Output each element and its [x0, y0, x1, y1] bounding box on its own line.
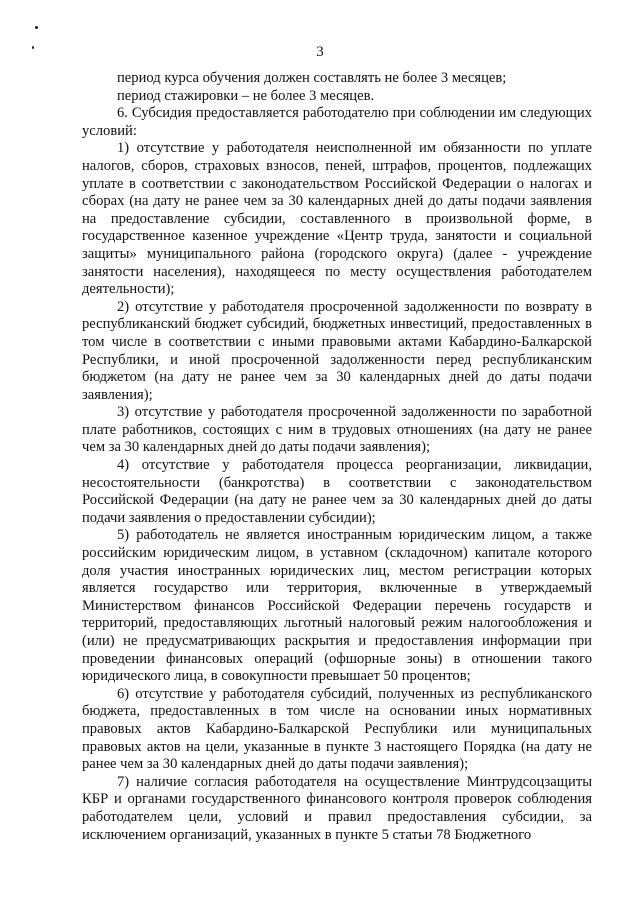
document-body — [82, 70, 592, 844]
paragraph-condition-3: 3) отсутствие у работодателя просроченной задолженности по заработной плате работников, состоящих с ним в трудовых отношениях (на дату не ранее чем за 30 календарных дней до даты подачи заявления); — [82, 404, 592, 456]
paragraph-condition-7: 7) наличие согласия работодателя на осуществление Минтрудсоцзащиты КБР и органами государственного финансового контроля проверок соблюдения работодателем цели, условий и правил предоставления субсидии, за исключением организаций, указанных в пункте 5 статьи 78 Бюджетного — [82, 773, 592, 843]
paragraph-condition-1: 1) отсутствие у работодателя неисполненной им обязанности по уплате налогов, сборов, страховых взносов, пеней, штрафов, процентов, подлежащих уплате в соответствии с законодательством Российской Федерации о налогах и сборах (на дату не ранее чем за 30 календарных дней до даты подачи заявления на предоставление субсидии, составленного в произвольной форме, в государственное казенное учреждение «Центр труда, занятости и социальной защиты» муниципального района (городского округа) (далее - учреждение занятости населения), находящееся по месту осуществления работодателем деятельности); — [82, 140, 592, 298]
paragraph-condition-2: 2) отсутствие у работодателя просроченной задолженности по возврату в республиканский бюджет субсидий, бюджетных инвестиций, предоставленных в том числе в соответствии с иными правовыми актами Кабардино-Балкарской Республики, и иной просроченной задолженности перед республиканским бюджетом (на дату не ранее чем за 30 календарных дней до даты подачи заявления); — [82, 298, 592, 403]
paragraph-condition-5: 5) работодатель не является иностранным юридическим лицом, а также российским юридическим лицом, в уставном (складочном) капитале которого доля участия иностранных юридических лиц, местом регистрации которых является государство или территория, включенные в утверждаемый Министерством финансов Российской Федерации перечень государств и территорий, предоставляющих льготный налоговый режим налогообложения и (или) не предусматривающих раскрытия и предоставления информации при проведении финансовых операций (офшорные зоны) в отношении такого юридического лица, в совокупности превышает 50 процентов; — [82, 527, 592, 685]
scan-speck — [35, 26, 38, 29]
paragraph-condition-4: 4) отсутствие у работодателя процесса реорганизации, ликвидации, несостоятельности (банкротства) в соответствии с законодательством Российской Федерации (на дату не ранее чем за 30 календарных дней до даты подачи заявления о предоставлении субсидии); — [82, 457, 592, 526]
paragraph-internship-period: период стажировки – не более 3 месяцев. — [117, 87, 375, 104]
paragraph-condition-6: 6) отсутствие у работодателя субсидий, полученных из республиканского бюджета, предоставленных в том числе на основании иных нормативных правовых актов Кабардино-Балкарской Республики или муниципальных правовых актов на цели, указанные в пункте 3 настоящего Порядка (на дату не ранее чем за 30 календарных дней до даты подачи заявления); — [82, 685, 592, 773]
paragraph-item-6: 6. Субсидия предоставляется работодателю при соблюдении им следующих условий: — [82, 105, 592, 139]
page-number: 3 — [316, 44, 324, 60]
paragraph-course-period: период курса обучения должен составлять не более 3 месяцев; — [117, 70, 507, 86]
